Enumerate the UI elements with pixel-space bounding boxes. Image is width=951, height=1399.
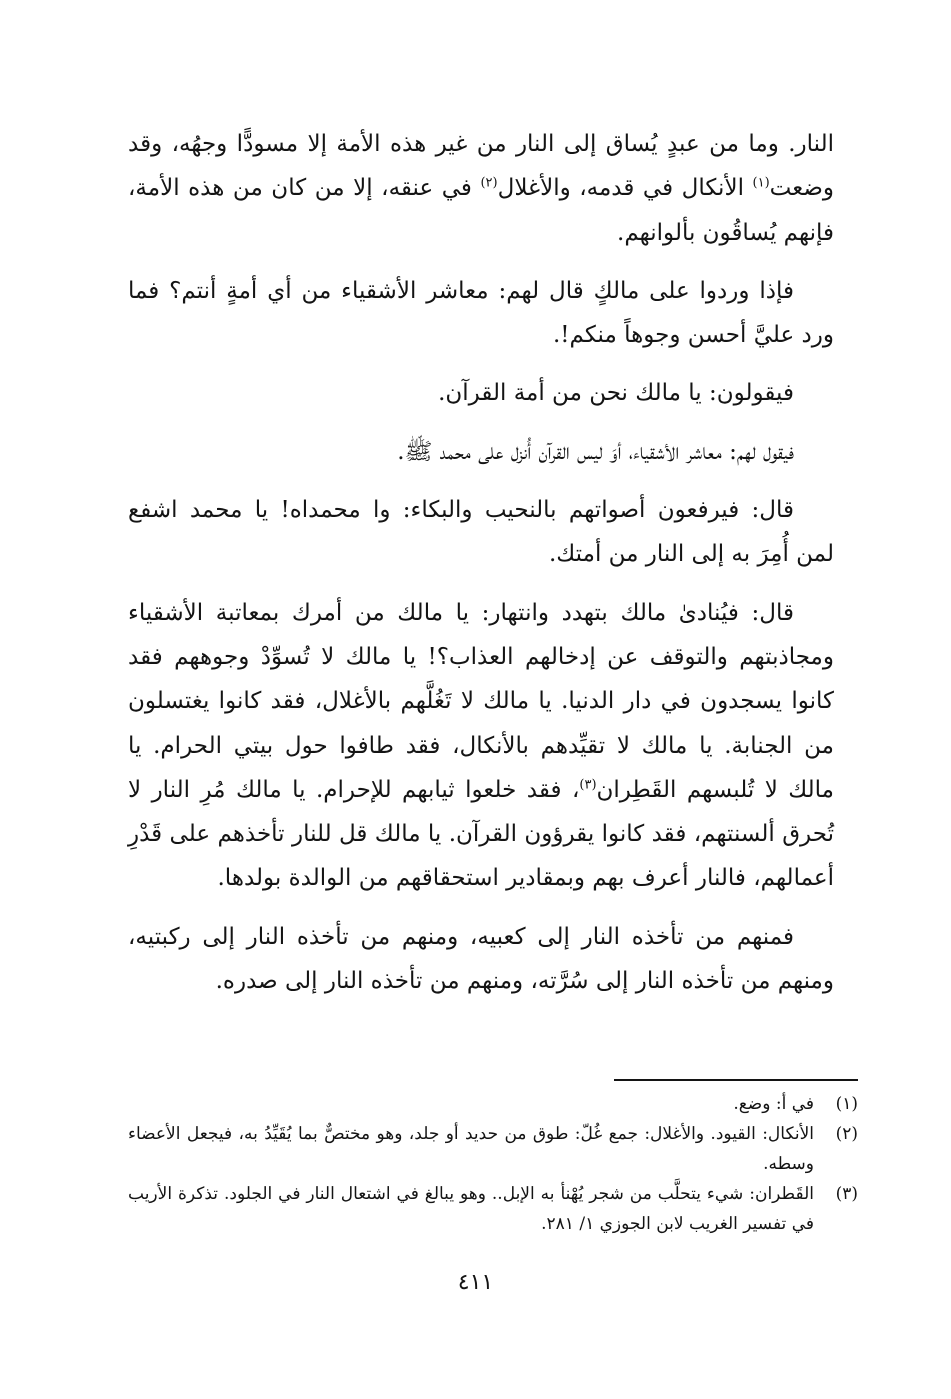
paragraph-1	[128, 122, 834, 255]
paragraph-6-part-1: قال: فيُنادىٰ مالك بتهدد وانتهار: يا مالك من أمرك بمعاتبة الأشقياء ومجاذبتهم والتوقف عن إدخالهم العذاب؟! يا مالك لا تُسوِّدْ وجوههم فقد كانوا يسجدون في دار الدنيا. يا مالك لا تَغُلَّهم بالأغلال، فقد كانوا يغتسلون من الجنابة. يا مالك لا تقيِّدهم بالأنكال، فقد طافوا حول بيتي الحرام. يا مالك لا تُلبسهم القَطِران	[128, 599, 834, 803]
footnotes	[128, 1089, 858, 1239]
paragraph-1-part-3: في عنقه، إلا من كان من هذه الأمة، فإنهم يُساقُون بألوانهم.	[128, 175, 834, 246]
paragraph-2: فإذا وردوا على مالكٍ قال لهم: معاشر الأشقياء من أي أمةٍ أنتم؟ فما ورد عليَّ أحسن وجوهاً منكم!.	[128, 277, 834, 349]
footnote-1	[128, 1089, 858, 1119]
footnote-text: الأنكال: القيود. والأغلال: جمع غُلّ: طوق من حديد أو جلد، وهو مختصٌّ بما يُقَيِّدُ به، فيجعل الأعضاء وسطه.	[128, 1124, 814, 1174]
paragraph-4: فيقول لهم: معاشر الأشقياء، أوَ ليس القرآن أُنزل على محمد ﷺ.	[397, 438, 794, 465]
paragraph-5: قال: فيرفعون أصواتهم بالنحيب والبكاء: وا محمداه! يا محمد اشفع لمن أُمِرَ به إلى النار من أمتك.	[128, 497, 834, 568]
paragraph-1-part-2: الأنكال في قدمه، والأغلال	[497, 175, 753, 202]
footnote-ref-3: (٣)	[579, 777, 597, 793]
footnote-number: (٢)	[835, 1124, 858, 1144]
footnote-ref-1: (١)	[752, 175, 770, 191]
paragraph-6	[128, 591, 834, 901]
footnote-number: (٣)	[835, 1184, 858, 1204]
page-number: ٤١١	[457, 1270, 494, 1295]
footnote-ref-2: (٢)	[480, 175, 498, 191]
footnote-text: القَطران: شيء يتحلَّب من شجر يُهْنأ به الإبل.. وهو يبالغ في اشتعال النار في الجلود. تذكرة الأريب في تفسير الغريب لابن الجوزي ١/ ٢٨١.	[128, 1184, 814, 1234]
footnote-3	[128, 1179, 858, 1239]
footnote-text: في أ: وضع.	[733, 1094, 814, 1114]
footnote-divider	[614, 1079, 858, 1081]
footnote-2	[128, 1119, 858, 1179]
paragraph-7: فمنهم من تأخذه النار إلى كعبيه، ومنهم من تأخذه النار إلى ركبتيه، ومنهم من تأخذه النار إلى سُرَّته، ومنهم من تأخذه النار إلى صدره.	[128, 923, 834, 995]
paragraph-3: فيقولون: يا مالك نحن من أمة القرآن.	[438, 380, 794, 407]
paragraph-6-part-2: ، فقد خلعوا ثيابهم للإحرام. يا مالك مُرِ النار لا تُحرق ألسنتهم، فقد كانوا يقرؤون القرآن. يا مالك قل للنار تأخذهم على قَدْرِ أعمالهم، فالنار أعرف بهم وبمقادير استحقاقهم من الوالدة بولدها.	[128, 776, 834, 892]
footnote-number: (١)	[835, 1094, 858, 1114]
main-text	[128, 122, 834, 1017]
paragraph-1-part-1: النار. وما من عبدٍ يُساق إلى النار من غير هذه الأمة إلا مسودًّا وجهُه، وقد وضعت	[128, 131, 834, 202]
